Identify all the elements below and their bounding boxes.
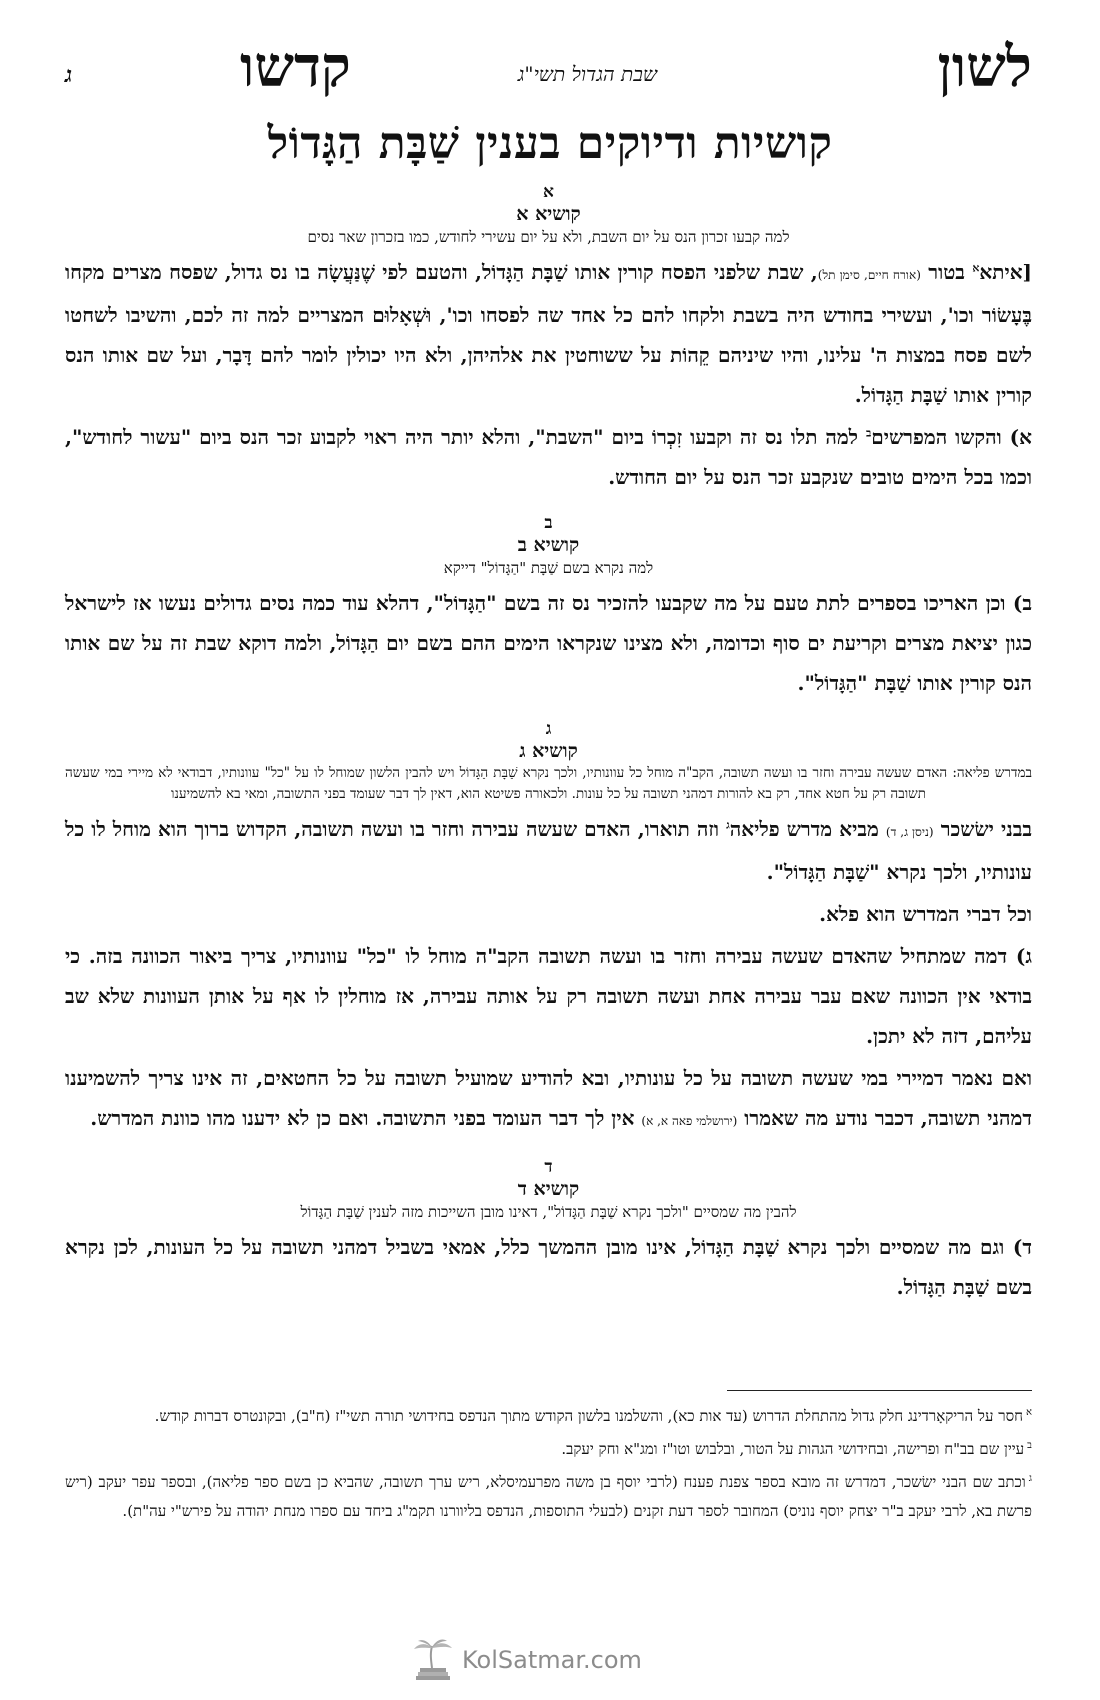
text-run: אין לך דבר העומד בפני התשובה. ואם כן לא ידענו מהו כוונת המדרש. bbox=[90, 1106, 642, 1130]
watermark-brand: KolSatmar bbox=[462, 1646, 583, 1674]
section-d bbox=[65, 1157, 1032, 1307]
footnote-ref[interactable]: ג bbox=[726, 818, 730, 832]
paragraph: וכל דברי המדרש הוא פלא. bbox=[819, 902, 1032, 926]
section-letter: א bbox=[543, 182, 554, 202]
watermark-text bbox=[462, 1646, 642, 1674]
footnote bbox=[65, 1435, 1032, 1464]
masthead bbox=[65, 34, 1032, 100]
text-run: למה תלו נס זה וקבעו זִכְרוֹ ביום "השבת", והלא יותר היה ראוי לקבוע זכר הנס ביום "עשור לחודש", וכמו בכל הימים טובים שנקבע זכר הנס על יום החודש. bbox=[65, 425, 1032, 489]
text-run: , שבת שלפני הפסח קורין אותו שַׁבָּת הַגָּדוֹל, והטעם לפי שֶׁנַּעֲשָׂה בו נס גדול, שפסח מצרים מקחו בֶּעָשׂוֹר וכו', ועשירי בחודש היה בשבת ולקחו להם כל אחד שה לפסחו וכו', וּשְׁאָלוּם המצריים למה זה לכם, והשיבו לשחטו לשם פסח במצות ה' עלינו, והיו שיניהם קֵהוֹת על ששוחטין את אלהיהן, ולא היו יכולין לומר להם דָּבָר, ועל שם אותו הנס קורין אותו שַׁבָּת הַגָּדוֹל. bbox=[65, 260, 1032, 407]
footnote bbox=[65, 1402, 1032, 1431]
text-run: א) והקשו המפרשים bbox=[871, 425, 1032, 449]
palm-tree-books-icon bbox=[410, 1638, 456, 1682]
watermark[interactable] bbox=[410, 1638, 642, 1682]
footnote bbox=[65, 1468, 1032, 1526]
footnote-text: וכתב שם הבני ישׂשכר, דמדרש זה מובא בספר צפנת פענח (לרבי יוסף בן משה מפרעמיסלא, ריש ערך תשובה, שהביא כן בשם ספר פליאה), ובספר עפר יעקב (ריש פרשת בא, לרבי יעקב ב"ר יצחק יוסף נוניס) המחובר לספר דעת זקנים (לבעלי התוספות, הנדפס בליוורנו תקמ"ג ביחד עם ספרו מנחת יהודה על פירש"י עה"ת). bbox=[65, 1473, 1032, 1520]
source-ref: (ירושלמי פאה א, א) bbox=[641, 1114, 738, 1128]
footnote-mark: ג bbox=[1028, 1473, 1032, 1484]
section-subtitle: למה קבעו זכרון הנס על יום השבת, ולא על יום עשירי לחודש, כמו בזכרון שאר נסים bbox=[307, 228, 790, 246]
footnotes bbox=[65, 1402, 1032, 1530]
text-run: בטור bbox=[920, 260, 973, 284]
section-heading: קושיא ג bbox=[519, 740, 578, 762]
text-run: מביא מדרש פליאה bbox=[729, 817, 886, 841]
footnote-text: חסר על הריקאָרדינג חלק גדול מהתחלת הדרוש (עד אות כא), והשלמנו בלשון הקודש מתוך הנדפס בחידושי תורה תשי"ז (ח"ב), ובקונטרס דברות קודש. bbox=[154, 1407, 1023, 1425]
masthead-title-right: לשון bbox=[937, 34, 1032, 100]
paragraph bbox=[65, 417, 1032, 497]
main-title: קושיות ודיוקים בענין שַׁבָּת הַגָּדוֹל bbox=[267, 118, 833, 169]
section-g bbox=[65, 719, 1032, 1141]
footnote-divider bbox=[727, 1390, 1032, 1391]
section-subtitle: למה נקרא בשם שַׁבָּת "הַגָּדוֹל" דייקא bbox=[443, 559, 654, 577]
footnote-ref[interactable]: א bbox=[972, 261, 980, 275]
footnote-text: עיין שם בב"ח ופרישה, ובחידושי הגהות על הטור, ובלבוש וטו"ז ומג"א וחק יעקב. bbox=[561, 1440, 1025, 1458]
section-letter: ג bbox=[545, 719, 552, 739]
footnote-ref[interactable]: ב bbox=[865, 426, 872, 440]
paragraph: ד) וגם מה שמסיים ולכך נקרא שַׁבָּת הַגָּדוֹל, אינו מובן ההמשך כלל, אמאי בשביל דמהני תשובה על כל העונות, לכן נקרא בשם שַׁבָּת הַגָּדוֹל. bbox=[65, 1235, 1032, 1299]
masthead-issue: שבת הגדול תשי"ג bbox=[517, 62, 657, 86]
paragraph bbox=[65, 1058, 1032, 1141]
paragraph: ג) דמה שמתחיל שהאדם שעשה עבירה וחזר בו ועשה תשובה הקב"ה מוחל לו "כל" עוונותיו, צריך ביאור הכוונה בזה. כי בודאי אין הכוונה שאם עבר עבירה אחת ועשה תשובה רק על אותה עבירה, אז מוחלין לו אף על אותן העוונות שלא שב עליהם, דזה לא יתכן. bbox=[65, 944, 1032, 1048]
section-b bbox=[65, 513, 1032, 703]
footnote-mark: א bbox=[1025, 1407, 1032, 1418]
paragraph bbox=[65, 252, 1032, 415]
section-subtitle: להבין מה שמסיים "ולכך נקרא שַׁבָּת הַגָּדוֹל", דאינו מובן השייכות מזה לענין שַׁבָּת הַגָּדוֹל bbox=[300, 1203, 797, 1221]
paragraph bbox=[65, 809, 1032, 892]
section-heading: קושיא ד bbox=[517, 1178, 580, 1200]
section-a bbox=[65, 182, 1032, 497]
masthead-title-left: קדשו bbox=[240, 34, 351, 100]
source-ref: (ניסן ג, ד) bbox=[885, 825, 934, 839]
footnote-mark: ב bbox=[1027, 1440, 1032, 1451]
content bbox=[65, 182, 1032, 1309]
section-letter: ד bbox=[544, 1157, 553, 1177]
text-run: וזה תוארו, האדם שעשה עבירה וחזר בו ועשה תשובה, הקדוש ברוך הוא מוחל לו כל עונותיו, ולכך נקרא "שַׁבָּת הַגָּדוֹל". bbox=[65, 817, 1032, 884]
section-heading: קושיא א bbox=[516, 203, 581, 225]
text-run: בבני ישׂשכר bbox=[933, 817, 1032, 841]
paragraph: ב) וכן האריכו בספרים לתת טעם על מה שקבעו להזכיר נס זה בשם "הַגָּדוֹל", דהלא עוד כמה נסים גדולים נעשו אז לישראל כגון יציאת מצרים וקריעת ים סוף וכדומה, ולא מצינו שנקראו הימים ההם בשם יום הַגָּדוֹל, ולמה דוקא שבת זה על שם אותו הנס קורין אותו שַׁבָּת "הַגָּדוֹל". bbox=[65, 591, 1032, 695]
section-heading: קושיא ב bbox=[517, 534, 580, 556]
page-number: ג bbox=[65, 62, 73, 88]
text-run: [איתא bbox=[979, 260, 1032, 284]
text-run: ואם נאמר דמיירי במי שעשה תשובה על כל עונותיו, ובא להודיע שמועיל תשובה על כל החטאים, זה אינו צריך להשמיענו דמהני תשובה, דכבר נודע מה שאמרו bbox=[65, 1066, 1032, 1130]
watermark-suffix: .com bbox=[583, 1646, 642, 1674]
section-letter: ב bbox=[544, 513, 553, 533]
section-subtitle: במדרש פליאה: האדם שעשה עבירה וחזר בו ועשה תשובה, הקב"ה מוחל כל עוונותיו, ולכך נקרא שַׁבָּת הַגָּדוֹל ויש להבין הלשון שמוחל לו על "כל" עוונותיו, דבודאי לא מיירי במי שעשה תשובה רק על חטא אחד, רק בא להורות דמהני תשובה על כל עונות. ולכאורה פשיטא הוא, דאין לך דבר שעומד בפני התשובה, ומאי בא להשמיענו bbox=[65, 765, 1032, 802]
source-ref: (אורח חיים, סימן תל) bbox=[817, 268, 921, 282]
